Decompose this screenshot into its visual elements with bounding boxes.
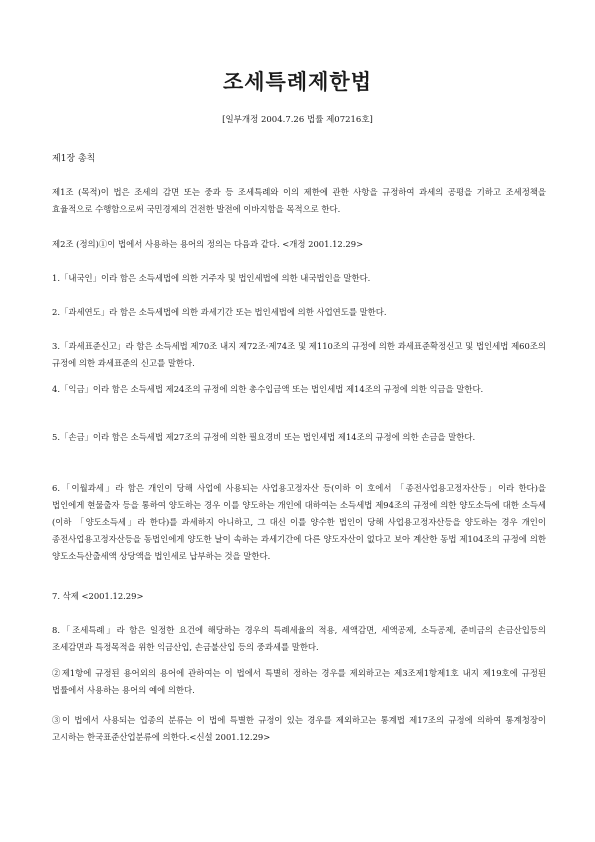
definition-item-3: 3.「과세표준신고」라 함은 소득세법 제70조 내지 제72조·제74조 및 제110조의 규정에 의한 과세표준확정신고 및 법인세법 제60조의 규정에 의한 과세표준의 신고를 말한다. [52,341,546,368]
chapter-heading: 제1장 총칙 [52,154,96,164]
definition-item-1: 1.「내국인」이라 함은 소득세법에 의한 거주자 및 법인세법에 의한 내국법인을 말한다. [52,273,371,283]
definition-item-4: 4.「익금」이라 함은 소득세법 제24조의 규정에 의한 총수입금액 또는 법인세법 제14조의 규정에 의한 익금을 말한다. [52,384,484,394]
document-title: 조세특례제한법 [222,70,372,94]
article-2-paragraph-3: ③이 법에서 사용되는 업종의 분류는 이 법에 특별한 규정이 있는 경우를 제외하고는 통계법 제17조의 규정에 의하여 통계청장이 고시하는 한국표준산업분류에 의한다.<신설 2001.12.29> [52,715,546,742]
definition-item-2: 2.「과세연도」라 함은 소득세법에 의한 과세기간 또는 법인세법에 의한 사업연도를 말한다. [52,307,387,317]
amendment-note: [일부개정 2004.7.26 법률 제07216호] [222,115,373,125]
article-1-purpose: 제1조 (목적)이 법은 조세의 감면 또는 중과 등 조세특례와 이의 제한에 관한 사항을 규정하여 과세의 공평을 기하고 조세정책을 효율적으로 수행함으로써 국민경제의 건전한 발전에 이바지함을 목적으로 한다. [52,187,546,214]
definition-item-7: 7. 삭제 <2001.12.29> [52,591,144,601]
definition-item-5: 5.「손금」이라 함은 소득세법 제27조의 규정에 의한 필요경비 또는 법인세법 제14조의 규정에 의한 손금을 말한다. [52,432,476,442]
definition-item-6: 6.「이월과세」라 함은 개인이 당해 사업에 사용되는 사업용고정자산 등(이하 이 호에서 「종전사업용고정자산등」이라 한다)을 법인에게 현물출자 등을 통하여 양도하는 경우 이를 양도하는 개인에 대하여는 소득세법 제94조의 규정에 의한 양도소득에 대한 소득세(이하 「양도소득세」라 한다)를 과세하지 아니하고, 그 대신 이를 양수한 법인이 당해 사업용고정자산등을 양도하는 경우 개인이 종전사업용고정자산등을 동법인에게 양도한 날이 속하는 과세기간에 다른 양도자산이 없다고 보아 계산한 동법 제104조의 규정에 의한 양도소득산출세액 상당액을 법인세로 납부하는 것을 말한다. [52,483,546,561]
definition-item-8: 8.「조세특례」라 함은 일정한 요건에 해당하는 경우의 특례세율의 적용, 세액감면, 세액공제, 소득공제, 준비금의 손금산입등의 조세감면과 특정목적을 위한 익금산입, 손금불산입 등의 중과세를 말한다. [52,625,546,652]
article-2-definitions: 제2조 (정의)①이 법에서 사용하는 용어의 정의는 다음과 같다. <개정 2001.12.29> [52,239,364,249]
article-2-paragraph-2: ②제1항에 규정된 용어외의 용어에 관하여는 이 법에서 특별히 정하는 경우를 제외하고는 제3조제1항제1호 내지 제19호에 규정된 법률에서 사용하는 용어의 예에 의한다. [52,668,546,695]
